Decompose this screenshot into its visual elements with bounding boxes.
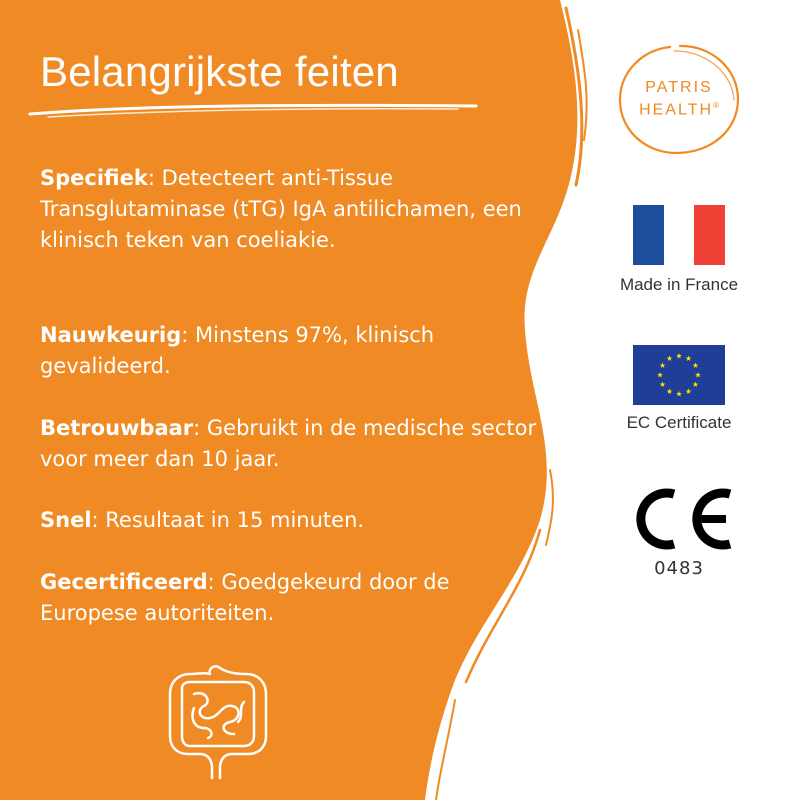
fact-gecertificeerd <box>40 567 540 629</box>
logo-text-health: HEALTH <box>639 101 714 119</box>
ec-certificate-caption: EC Certificate <box>626 413 732 432</box>
fact-text: : Resultaat in 15 minuten. <box>91 508 365 532</box>
fact-text: : Minstens 97%, klinisch gevalideerd. <box>40 323 435 378</box>
registered-mark: ® <box>713 101 719 110</box>
made-in-france-caption: Made in France <box>619 275 739 294</box>
fact-text: : Goedgekeurd door de Europese autoriteiten. <box>40 570 450 625</box>
fact-label: Snel <box>40 508 92 532</box>
france-flag-icon <box>633 205 725 265</box>
intestine-icon <box>160 662 275 782</box>
ce-notified-body-number: 0483 <box>654 558 704 579</box>
ce-mark-icon <box>626 486 734 552</box>
logo-line-2 <box>612 101 746 119</box>
eu-flag-icon <box>633 345 725 405</box>
fact-snel <box>40 505 540 536</box>
fact-label: Specifiek <box>40 166 148 190</box>
fact-specifiek <box>40 163 540 256</box>
fact-label: Gecertificeerd <box>40 570 208 594</box>
fact-text: : Gebruikt in de medische sector voor meer dan 10 jaar. <box>40 416 537 471</box>
fact-label: Betrouwbaar <box>40 416 194 440</box>
title-underline-stroke <box>28 100 478 122</box>
fact-text: : Detecteert anti-Tissue Transglutaminase (tTG) IgA antilichamen, een klinisch teken van coeliakie. <box>40 166 522 252</box>
page-title: Belangrijkste feiten <box>40 48 399 95</box>
fact-label: Nauwkeurig <box>40 323 182 347</box>
patris-health-logo-ring <box>614 42 744 157</box>
fact-betrouwbaar <box>40 413 540 475</box>
fact-nauwkeurig <box>40 320 540 382</box>
logo-line-1: PATRIS <box>645 79 713 96</box>
